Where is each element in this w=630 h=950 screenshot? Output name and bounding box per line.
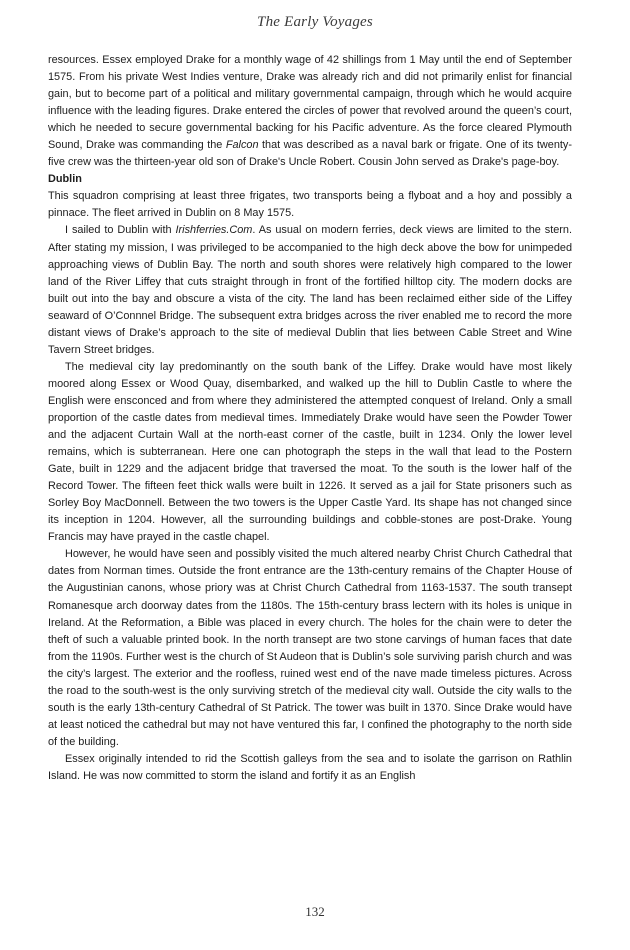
ship-name-falcon: Falcon [225, 139, 259, 152]
running-head-title: The Early Voyages [257, 14, 373, 30]
paragraph-3-end: . As usual on modern ferries, deck views are limited to the stern. After stating my mission, I was privileged to be accompanied to the high deck above the bow for unimpeded approaching views of Dublin Bay. The north and south shores were relatively high compared to the lower land of the River Liffey that cuts straight through in front of the fortified hilltop city. The modern docks are built out into the bay and obscure a vista of the city. The land has been reclaimed either side of the Liffey seaward of O’Connnel Bridge. The subsequent extra bridges across the river enabled me to record the more distant views of Drake’s approach to the site of medieval Dublin that lies between Cable Street and Wine Tavern Street bridges. [48, 224, 572, 356]
body-text [48, 52, 572, 785]
paragraph-4: The medieval city lay predominantly on the south bank of the Liffey. Drake would have most likely moored along Essex or Wood Quay, disembarked, and walked up the hill to Dublin Castle to where the English were ensconced and from where they administered the attempted conquest of Ireland. Only a small proportion of the castle dates from medieval times. Immediately Drake would have seen the Powder Tower and the adjacent Curtain Wall at the north-east corner of the castle, built in 1234. Only the lower level remains, which is subterranean. Here one can photograph the steps in the wall that lead to the Postern Gate, built in 1229 and the adjacent bridge that traversed the moat. To the south is the lower half of the Record Tower. The fifteen feet thick walls were built in 1226. It served as a jail for State prisoners such as Sorley Boy MacDonnell. Between the two towers is the Upper Castle Yard. Its shape has not changed since its inception in 1204. However, all the surrounding buildings and cobble-stones are post-Drake. Young Francis may have prayed in the castle chapel. [48, 360, 572, 544]
section-heading-dublin: Dublin [48, 173, 82, 186]
paragraph-1 [48, 52, 572, 171]
paragraph-6: Essex originally intended to rid the Scottish galleys from the sea and to isolate the garrison on Rathlin Island. He was now committed to storm the island and fortify it as an English [48, 752, 572, 782]
ferry-company-name: Irishferries.Com [175, 224, 253, 237]
paragraph-3-start: I sailed to Dublin with [65, 224, 176, 237]
paragraph-5: However, he would have seen and possibly visited the much altered nearby Christ Church Cathedral that dates from Norman times. Outside the front entrance are the 13th-century remains of the Chapter House of the Augustinian canons, whose priory was at Christ Church Cathedral from 1163-1537. The south transept Romanesque arch doorway dates from the 1180s. The 15th-century brass lectern with its holes is unique in Ireland. At the Reformation, a Bible was placed in every church. The holes for the chain were to deter the theft of such a valuable printed book. In the north transept are two stone carvings of human faces that date from the 1190s. Further west is the church of St Audeon that is Dublin’s sole surviving parish church and was the city’s largest. The exterior and the roofless, ruined west end of the nave made timeless pictures. Across the road to the south-west is the only surviving stretch of the medieval city wall. Outside the city walls to the south is the early 13th-century Cathedral of St Patrick. The tower was built in 1370. Since Drake would have at least noticed the cathedral but may not have ventured this far, I confined the photography to the north side of the building. [48, 548, 572, 748]
paragraph-1-text: resources. Essex employed Drake for a monthly wage of 42 shillings from 1 May until the end of September 1575. From his private West Indies venture, Drake was already rich and did not primarily enlist for financial gain, but to become part of a political and military governmental campaign, through which he would acquire influence with the leading figures. Drake entered the circles of power that revolved around the queen’s court, which he needed to secure governmental backing for his Pacific adventure. As the force cleared Plymouth Sound, Drake was commanding the [48, 54, 572, 152]
paragraph-2: This squadron comprising at least three frigates, two transports being a flyboat and a hoy and possibly a pinnace. The fleet arrived in Dublin on 8 May 1575. [48, 190, 572, 220]
paragraph-3 [48, 222, 572, 358]
page-number: 132 [305, 904, 325, 919]
paragraph-1-end: that was described as a naval bark or frigate. One of its twenty-five crew was the thirteen-year old son of Drake's Uncle Robert. Cousin John served as Drake's page-boy. [48, 139, 572, 169]
